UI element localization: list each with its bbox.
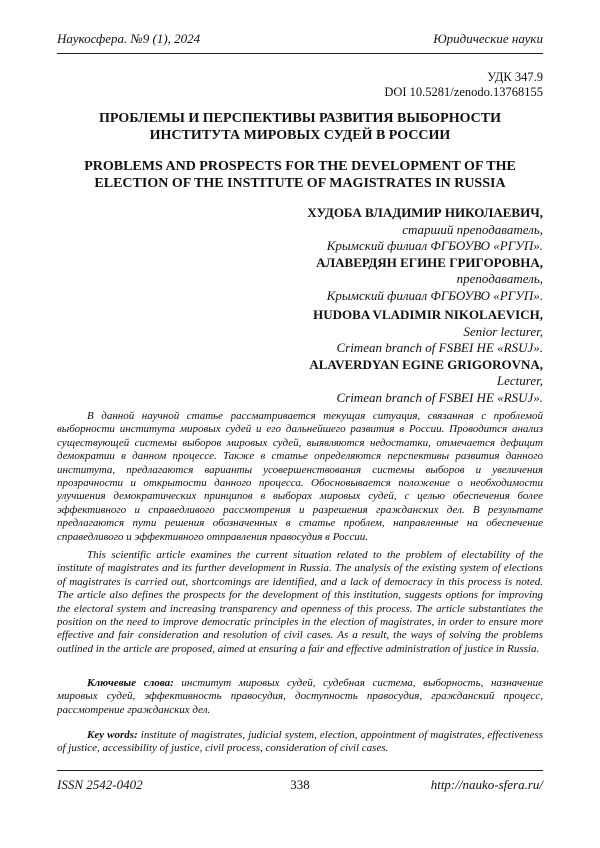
abstract-en — [57, 549, 543, 656]
keywords-ru — [57, 677, 543, 717]
keywords-ru-label: Ключевые слова: — [87, 677, 174, 689]
author-name: АЛАВЕРДЯН ЕГИНЕ ГРИГОРОВНА, — [307, 255, 543, 272]
author-position: Lecturer, — [309, 373, 543, 390]
doi: DOI 10.5281/zenodo.13768155 — [384, 85, 543, 100]
abstract-ru-text: В данной научной статье рассматривается текущая ситуация, связанная с проблемой выборности института мировых судей и его дальнейшего развития в России. Проводится анализ существующей системы выборов мировых судей, выявляются недостатки, отмечается дефицит демократии в данном процессе. Также в статье определяются перспективы развития данного института, предлагаются варианты усовершенствования системы выборов и увеличения прозрачности и открытости данного процесса. Обосновывается положение о необходимости улучшения демократических принципов в выборах мировых судей, с целью обеспечения более эффективного и справедливого рассмотрения и разрешения гражданских дел. В результате предлагаются пути решения обозначенных в статье проблем, направленные на обеспечение справедливого и эффективного отправления правосудия в России. — [57, 410, 543, 544]
title-ru-line: ИНСТИТУТА МИРОВЫХ СУДЕЙ В РОССИИ — [57, 127, 543, 144]
journal-name: Наукосфера. №9 (1), 2024 — [57, 31, 200, 47]
author-position: Senior lecturer, — [309, 324, 543, 341]
authors-en — [309, 307, 543, 406]
title-en-line: ELECTION OF THE INSTITUTE OF MAGISTRATES IN RUSSIA — [57, 175, 543, 192]
header-rule — [57, 53, 543, 54]
abstract-ru — [57, 410, 543, 544]
keywords-en-text: institute of magistrates, judicial system, election, appointment of magistrates, effectiveness of justice, accessibility of justice, civil process, consideration of civil cases. — [57, 729, 543, 754]
keywords-en-label: Key words: — [87, 729, 138, 741]
udc-code: УДК 347.9 — [384, 70, 543, 85]
section-name: Юридические науки — [433, 31, 543, 47]
authors-ru — [307, 205, 543, 304]
title-en — [57, 158, 543, 192]
title-en-line: PROBLEMS AND PROSPECTS FOR THE DEVELOPMENT OF THE — [57, 158, 543, 175]
article-meta — [384, 70, 543, 100]
title-ru-line: ПРОБЛЕМЫ И ПЕРСПЕКТИВЫ РАЗВИТИЯ ВЫБОРНОСТИ — [57, 110, 543, 127]
title-ru — [57, 110, 543, 144]
author-position: старший преподаватель, — [307, 222, 543, 239]
author-affiliation: Крымский филиал ФГБОУВО «РГУП». — [307, 238, 543, 255]
author-name: HUDOBA VLADIMIR NIKOLAEVICH, — [309, 307, 543, 324]
author-affiliation: Крымский филиал ФГБОУВО «РГУП». — [307, 288, 543, 305]
footer-rule — [57, 770, 543, 771]
author-affiliation: Crimean branch of FSBEI HE «RSUJ». — [309, 390, 543, 407]
keywords-en — [57, 729, 543, 756]
issn: ISSN 2542-0402 — [57, 777, 143, 793]
author-affiliation: Crimean branch of FSBEI HE «RSUJ». — [309, 340, 543, 357]
author-name: ALAVERDYAN EGINE GRIGOROVNA, — [309, 357, 543, 374]
author-position: преподаватель, — [307, 271, 543, 288]
page-number: 338 — [57, 777, 543, 793]
article-page — [0, 0, 600, 848]
abstract-en-text: This scientific article examines the current situation related to the problem of electability of the institute of magistrates and its further development in Russia. The analysis of the existing system of elections of magistrates is carried out, shortcomings are identified, and a lack of democracy in this process is noted. The article also defines the prospects for the development of this institution, suggests options for improving the electoral system and increasing transparency and openness of this process. The article substantiates the position on the need to improve democratic principles in the election of magistrates, in order to ensure more effective and fair consideration and resolution of civil cases. As a result, the ways of solving the problems outlined in the article are proposed, aimed at ensuring a fair and effective administration of justice in Russia. — [57, 549, 543, 656]
keywords-ru-text: институт мировых судей, судебная система, выборность, назначение мировых судей, эффективность правосудия, доступность правосудия, гражданский процесс, рассмотрение гражданских дел. — [57, 677, 543, 716]
journal-url[interactable]: http://nauko-sfera.ru/ — [431, 777, 543, 793]
author-name: ХУДОБА ВЛАДИМИР НИКОЛАЕВИЧ, — [307, 205, 543, 222]
